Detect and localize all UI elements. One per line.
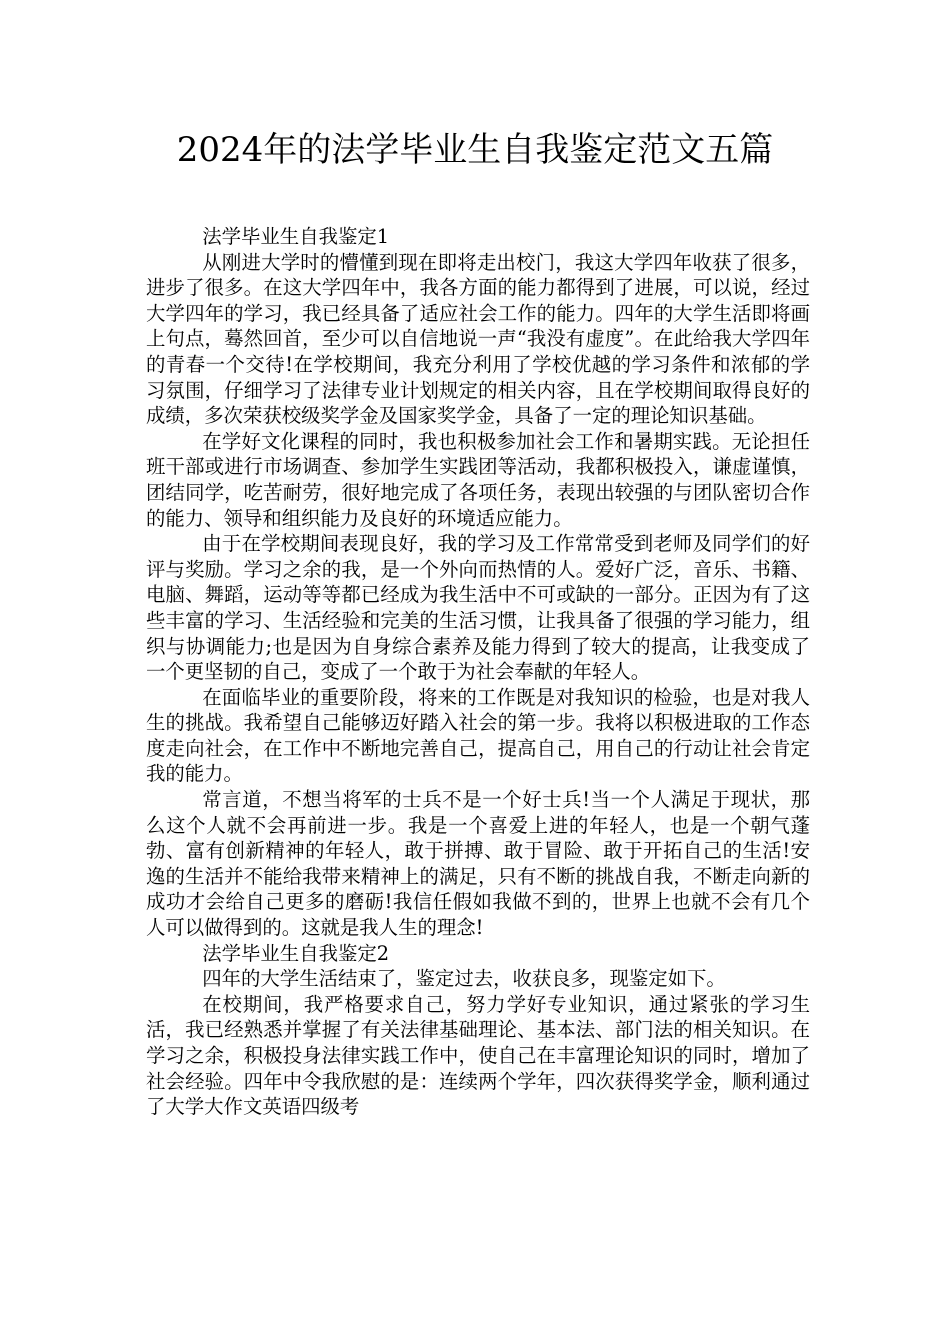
paragraph: 四年的大学生活结束了，鉴定过去，收获良多，现鉴定如下。	[202, 967, 726, 991]
paragraph: 在校期间，我严格要求自己，努力学好专业知识，通过紧张的学习生活，我已经熟悉并掌握了有关法律基础理论、基本法、部门法的相关知识。在学习之余，积极投身法律实践工作中，使自己在丰富理论知识的同时，增加了社会经验。四年中令我欣慰的是：连续两个学年，四次获得奖学金，顺利通过了大学大作文英语四级考	[146, 992, 810, 1119]
paragraph: 在面临毕业的重要阶段，将来的工作既是对我知识的检验，也是对我人生的挑战。我希望自己能够迈好踏入社会的第一步。我将以积极进取的工作态度走向社会，在工作中不断地完善自己，提高自己，用自己的行动让社会肯定我的能力。	[146, 685, 810, 786]
paragraph: 由于在学校期间表现良好，我的学习及工作常常受到老师及同学们的好评与奖励。学习之余的我，是一个外向而热情的人。爱好广泛，音乐、书籍、电脑、舞蹈，运动等等都已经成为我生活中不可或缺的一部分。正因为有了这些丰富的学习、生活经验和完美的生活习惯，让我具备了很强的学习能力，组织与协调能力;也是因为自身综合素养及能力得到了较大的提高，让我变成了一个更坚韧的自己，变成了一个敢于为社会奉献的年轻人。	[146, 532, 810, 684]
document-title: 2024年的法学毕业生自我鉴定范文五篇	[176, 130, 774, 170]
section-heading-2: 法学毕业生自我鉴定2	[202, 941, 390, 965]
paragraph: 常言道，不想当将军的士兵不是一个好士兵!当一个人满足于现状，那么这个人就不会再前进一步。我是一个喜爱上进的年轻人，也是一个朝气蓬勃、富有创新精神的年轻人，敢于拼搏、敢于冒险、敢于开拓自己的生活!安逸的生活并不能给我带来精神上的满足，只有不断的挑战自我，不断走向新的成功才会给自己更多的磨砺!我信任假如我做不到的，世界上也就不会有几个人可以做得到的。这就是我人生的理念!	[146, 788, 810, 940]
paragraph: 从刚进大学时的懵懂到现在即将走出校门，我这大学四年收获了很多，进步了很多。在这大学四年中，我各方面的能力都得到了进展，可以说，经过大学四年的学习，我已经具备了适应社会工作的能力。四年的大学生活即将画上句点，蓦然回首，至少可以自信地说一声“我没有虚度”。在此给我大学四年的青春一个交待!在学校期间，我充分利用了学校优越的学习条件和浓郁的学习氛围，仔细学习了法律专业计划规定的相关内容，且在学校期间取得良好的成绩，多次荣获校级奖学金及国家奖学金，具备了一定的理论知识基础。	[146, 250, 810, 428]
section-heading-1: 法学毕业生自我鉴定1	[202, 225, 390, 248]
paragraph: 在学好文化课程的同时，我也积极参加社会工作和暑期实践。无论担任班干部或进行市场调查、参加学生实践团等活动，我都积极投入，谦虚谨慎，团结同学，吃苦耐劳，很好地完成了各项任务，表现出较强的与团队密切合作的能力、领导和组织能力及良好的环境适应能力。	[146, 429, 810, 530]
document-body	[146, 224, 810, 1120]
